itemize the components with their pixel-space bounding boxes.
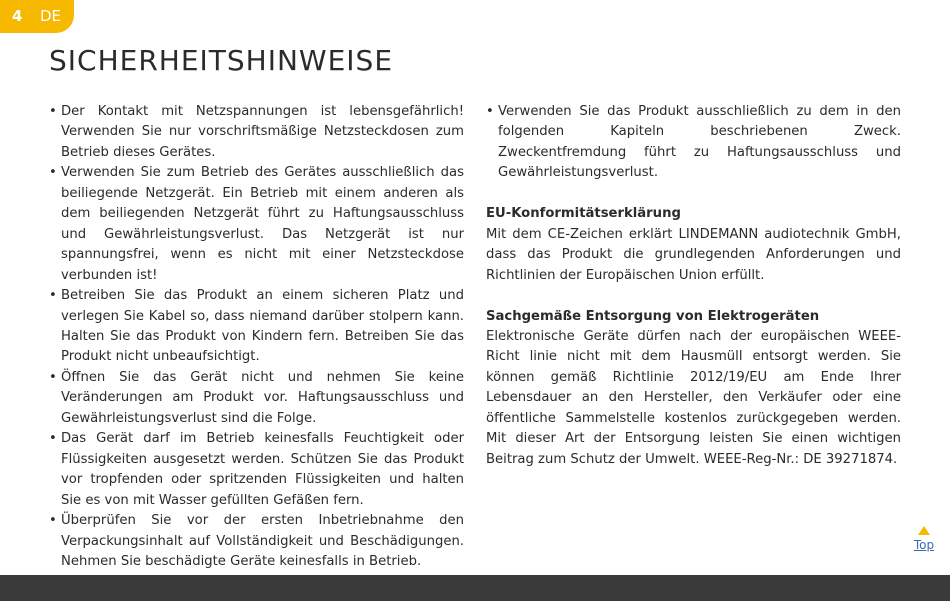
right-column — [486, 102, 901, 470]
page-title: SICHERHEITSHINWEISE — [49, 44, 394, 77]
safety-item-safe-placement: • Betreiben Sie das Produkt an einem sicheren Platz und verlegen Sie Kabel so, dass niemand darüber stolpern kann. Halten Sie das Produkt von Kindern fern. Betreiben Sie das Produkt nicht unbeaufsichtigt. — [49, 286, 464, 368]
safety-item-intended-use: • Verwenden Sie das Produkt ausschließlich zu dem in den folgenden Kapiteln beschriebenen Zweck. Zweckentfremdung führt zu Haftungsausschluss und Gewährleistungsverlust. — [486, 102, 901, 184]
safety-list — [49, 102, 464, 572]
safety-list-continued — [486, 102, 901, 184]
spacer — [486, 286, 901, 306]
left-column — [49, 102, 464, 572]
disposal-heading: Sachgemäße Entsorgung von Elektrogeräten — [486, 308, 820, 324]
back-to-top-label: Top — [913, 538, 935, 552]
triangle-up-icon — [918, 526, 930, 535]
footer-bar — [0, 575, 950, 601]
spacer — [486, 184, 901, 204]
safety-item-power-supply: • Verwenden Sie zum Betrieb des Gerätes ausschließlich das beiliegende Netzgerät. Ein Betrieb mit einem anderen als dem beiliegenden Netzgerät führt zu Haftungsausschluss und Gewährleistungsverlust. Das Netzgerät ist nur spannungsfrei, wenn es nicht mit einer Netzsteckdose verbunden ist! — [49, 163, 464, 286]
safety-item-package-check: • Überprüfen Sie vor der ersten Inbetriebnahme den Verpackungsinhalt auf Vollständigkeit und Beschädigungen. Nehmen Sie beschädigte Geräte keinesfalls in Betrieb. — [49, 511, 464, 572]
disposal-text: Elektronische Geräte dürfen nach der europäischen WEEE-Richt linie nicht mit dem Hausmüll entsorgt werden. Sie können gemäß Richtlinie 2012/19/EU am Ende Ihrer Lebensdauer an den Hersteller, den Verkäufer oder eine öffentliche Sammelstelle kostenlos zurückgegeben werden. Mit dieser Art der Entsorgung leisten Sie einen wichtigen Beitrag zum Schutz der Umwelt. WEEE-Reg-Nr.: DE 39271874. — [486, 328, 901, 467]
language-label: DE — [40, 7, 62, 25]
page-number-tab — [0, 0, 74, 33]
page-number: 4 — [12, 7, 23, 25]
safety-item-mains-voltage: • Der Kontakt mit Netzspannungen ist lebensgefährlich! Verwenden Sie nur vorschriftsmäßige Netzsteckdosen zum Betrieb dieses Gerätes. — [49, 102, 464, 163]
back-to-top-link[interactable] — [912, 526, 936, 552]
safety-item-moisture: • Das Gerät darf im Betrieb keinesfalls Feuchtigkeit oder Flüssigkeiten ausgesetzt werden. Schützen Sie das Produkt vor tropfenden oder spritzenden Flüssigkeiten und halten Sie es von mit Wasser gefüllten Gefäßen fern. — [49, 429, 464, 511]
eu-conformity-text: Mit dem CE-Zeichen erklärt LINDEMANN audiotechnik GmbH, dass das Produkt die grundlegenden Anforderungen und Richtlinien der Europäischen Union erfüllt. — [486, 226, 901, 283]
safety-item-no-opening: • Öffnen Sie das Gerät nicht und nehmen Sie keine Veränderungen am Produkt vor. Haftungsausschluss und Gewährleistungsverlust sind die Folge. — [49, 368, 464, 429]
eu-conformity-heading: EU-Konformitätserklärung — [486, 206, 681, 222]
